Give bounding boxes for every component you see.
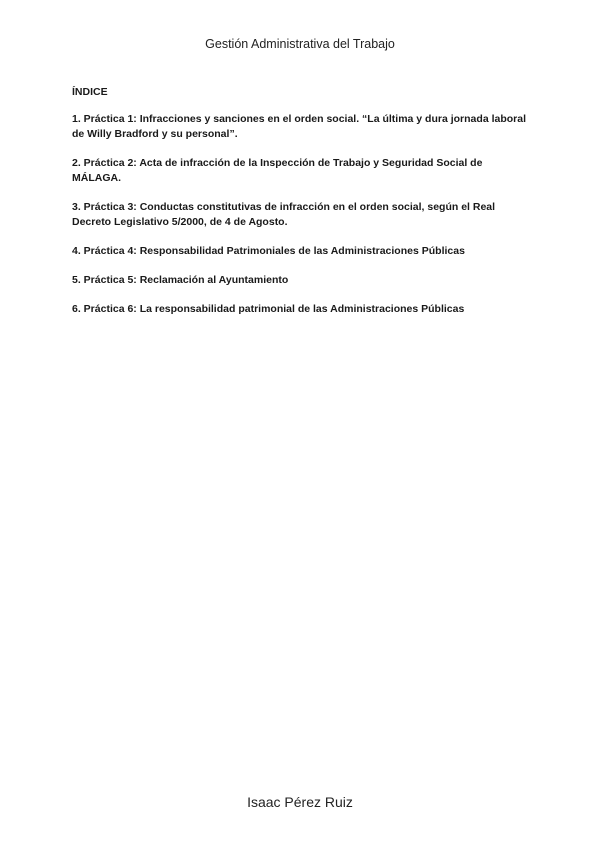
page-footer-author: Isaac Pérez Ruiz — [247, 794, 353, 810]
index-title: ÍNDICE — [72, 86, 108, 98]
toc-item-5: 5. Práctica 5: Reclamación al Ayuntamiento — [72, 274, 289, 286]
toc-item-3: 3. Práctica 3: Conductas constitutivas de infracción en el orden social, según el Real Decreto Legislativo 5/2000, de 4 de Agosto. — [72, 201, 496, 228]
toc-item-2: 2. Práctica 2: Acta de infracción de la Inspección de Trabajo y Seguridad Social de MÁLAGA. — [72, 157, 483, 184]
toc-item-4: 4. Práctica 4: Responsabilidad Patrimoniales de las Administraciones Públicas — [72, 245, 465, 257]
toc-item-6: 6. Práctica 6: La responsabilidad patrimonial de las Administraciones Públicas — [72, 303, 465, 315]
page-header: Gestión Administrativa del Trabajo — [205, 37, 395, 51]
toc-list — [72, 112, 532, 317]
index-section — [72, 86, 532, 331]
toc-item-1: 1. Práctica 1: Infracciones y sanciones en el orden social. “La última y dura jornada laboral de Willy Bradford y su personal”. — [72, 113, 526, 140]
